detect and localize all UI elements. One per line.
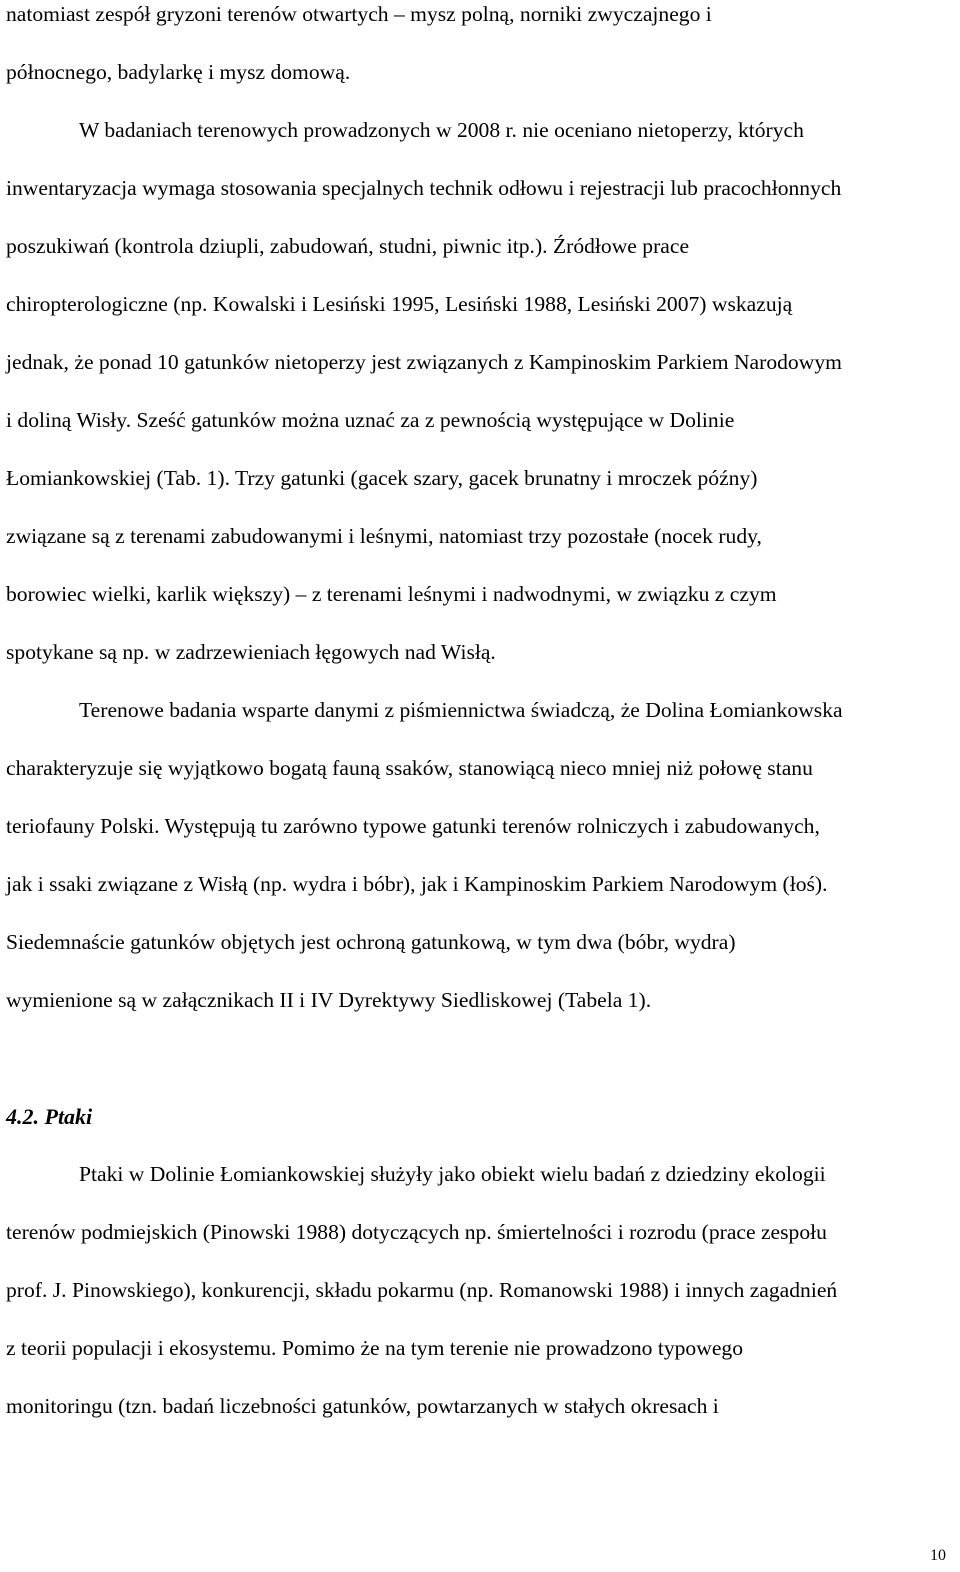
- paragraph2-line-5: jednak, że ponad 10 gatunków nietoperzy jest związanych z Kampinoskim Parkiem Narodowym: [6, 350, 842, 374]
- paragraph1-line-2: północnego, badylarkę i mysz domową.: [6, 60, 351, 84]
- section-heading: [6, 1101, 92, 1133]
- paragraph3-line-6: wymienione są w załącznikach II i IV Dyrektywy Siedliskowej (Tabela 1).: [6, 988, 652, 1012]
- paragraph2-line-7: Łomiankowskiej (Tab. 1). Trzy gatunki (gacek szary, gacek brunatny i mroczek późny): [6, 466, 758, 490]
- paragraph2-line-9: borowiec wielki, karlik większy) – z terenami leśnymi i nadwodnymi, w związku z czym: [6, 582, 777, 606]
- paragraph3-line-3: teriofauny Polski. Występują tu zarówno typowe gatunki terenów rolniczych i zabudowanych,: [6, 814, 820, 838]
- paragraph2-line-10: spotykane są np. w zadrzewieniach łęgowych nad Wisłą.: [6, 640, 496, 664]
- paragraph3-line-5: Siedemnaście gatunków objętych jest ochroną gatunkową, w tym dwa (bóbr, wydra): [6, 930, 736, 954]
- paragraph2-line-8: związane są z terenami zabudowanymi i leśnymi, natomiast trzy pozostałe (nocek rudy,: [6, 524, 762, 548]
- paragraph4-line-5: monitoringu (tzn. badań liczebności gatunków, powtarzanych w stałych okresach i: [6, 1394, 719, 1418]
- section-title: Ptaki: [44, 1104, 93, 1129]
- paragraph1-line-1: natomiast zespół gryzoni terenów otwartych – mysz polną, norniki zwyczajnego i: [6, 2, 712, 26]
- paragraph3-line-1: Terenowe badania wsparte danymi z piśmiennictwa świadczą, że Dolina Łomiankowska: [79, 698, 843, 722]
- paragraph4-line-1: Ptaki w Dolinie Łomiankowskiej służyły jako obiekt wielu badań z dziedziny ekologii: [79, 1162, 826, 1186]
- page-number: 10: [930, 1547, 946, 1564]
- paragraph4-line-3: prof. J. Pinowskiego), konkurencji, składu pokarmu (np. Romanowski 1988) i innych zagadnień: [6, 1278, 838, 1302]
- paragraph2-line-3: poszukiwań (kontrola dziupli, zabudowań, studni, piwnic itp.). Źródłowe prace: [6, 234, 690, 258]
- paragraph2-line-1: W badaniach terenowych prowadzonych w 2008 r. nie oceniano nietoperzy, których: [79, 118, 804, 142]
- paragraph2-line-4: chiropterologiczne (np. Kowalski i Lesiński 1995, Lesiński 1988, Lesiński 2007) wskazują: [6, 292, 793, 316]
- paragraph4-line-4: z teorii populacji i ekosystemu. Pomimo że na tym terenie nie prowadzono typowego: [6, 1336, 744, 1360]
- paragraph2-line-6: i doliną Wisły. Sześć gatunków można uznać za z pewnością występujące w Dolinie: [6, 408, 735, 432]
- paragraph3-line-2: charakteryzuje się wyjątkowo bogatą fauną ssaków, stanowiącą nieco mniej niż połowę stanu: [6, 756, 813, 780]
- paragraph2-line-2: inwentaryzacja wymaga stosowania specjalnych technik odłowu i rejestracji lub pracochłonnych: [6, 176, 842, 200]
- paragraph3-line-4: jak i ssaki związane z Wisłą (np. wydra i bóbr), jak i Kampinoskim Parkiem Narodowym (łoś).: [6, 872, 828, 896]
- section-number: 4.2.: [6, 1104, 39, 1129]
- paragraph4-line-2: terenów podmiejskich (Pinowski 1988) dotyczących np. śmiertelności i rozrodu (prace zespołu: [6, 1220, 827, 1244]
